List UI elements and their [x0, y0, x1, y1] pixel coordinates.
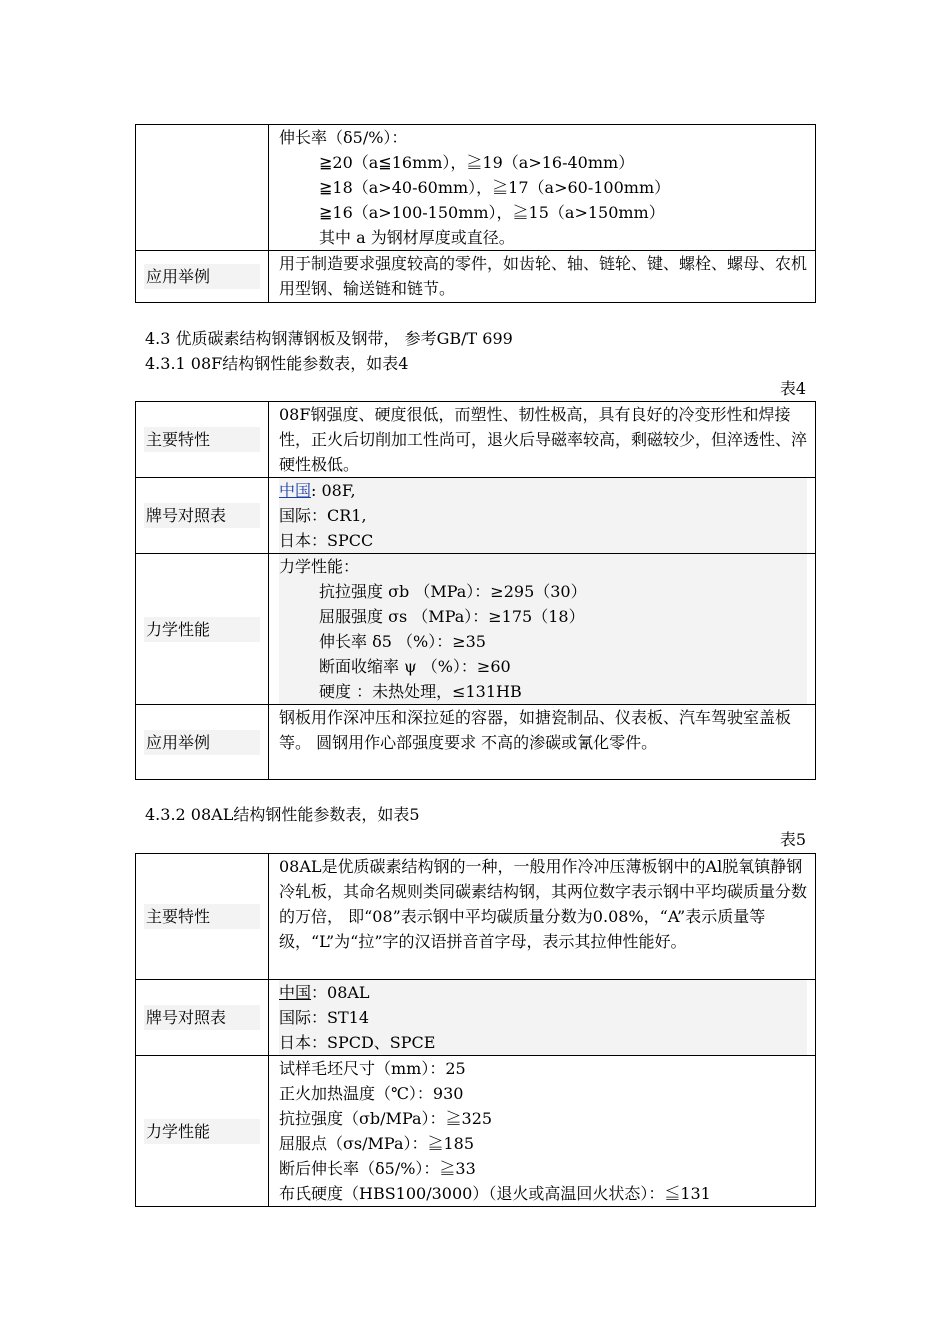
continued-table [135, 124, 816, 303]
grade-china [279, 980, 807, 1005]
main-properties-label-cell [136, 854, 269, 980]
main-properties-text: 08AL是优质碳素结构钢的一种，一般用作冷冲压薄板钢中的Al脱氧镇静钢冷轧板，其命名规则类同碳素结构钢，其两位数字表示钢中平均碳质量分数的万倍， 即“08”表示钢中平均碳质量分数为0.08%，“A”表示质量等级，“L”为“拉”字的汉语拼音首字母，表示其拉伸性能好。 [279, 857, 808, 951]
mechanical-line: 布氏硬度（HBS100/3000）（退火或高温回火状态）：≦131 [279, 1184, 711, 1203]
mechanical-line: 屈服强度 σs （MPa）：≥175（18） [279, 604, 807, 629]
main-properties-cell [269, 402, 816, 478]
application-label-cell [136, 705, 269, 780]
mechanical-cell [269, 554, 816, 705]
mechanical-cell [269, 1056, 816, 1207]
mechanical-line: 断面收缩率 ψ （%）：≥60 [279, 654, 807, 679]
elongation-line: ≧20（a≦16mm），≧19（a>16-40mm） [319, 153, 635, 172]
elongation-note: 其中 a 为钢材厚度或直径。 [319, 228, 515, 247]
mechanical-line: 抗拉强度 σb （MPa）：≥295（30） [279, 579, 807, 604]
application-text: 用于制造要求强度较高的零件，如齿轮、轴、链轮、键、螺栓、螺母、农机用型钢、输送链和链节。 [279, 254, 808, 298]
grade-international: 国际：ST14 [279, 1005, 807, 1030]
application-text: 钢板用作深冲压和深拉延的容器，如搪瓷制品、仪表板、汽车驾驶室盖板等。 圆钢用作心部强度要求 不高的渗碳或氰化零件。 [279, 708, 792, 752]
mechanical-line: 抗拉强度（σb/MPa）：≧325 [279, 1109, 493, 1128]
application-label: 应用举例 [144, 730, 260, 755]
section-heading-4-3: 4.3 优质碳素结构钢薄钢板及钢带， 参考GB/T 699 [145, 329, 513, 348]
elongation-line: ≧16（a>100-150mm），≧15（a>150mm） [319, 203, 665, 222]
grade-china-value: ：08AL [311, 983, 370, 1002]
grade-comparison-cell [269, 478, 816, 554]
china-link[interactable]: 中国 [279, 481, 312, 500]
application-cell [269, 251, 816, 303]
grade-international: 国际：CR1, [279, 503, 807, 528]
grade-comparison-cell [269, 980, 816, 1056]
mechanical-label-cell [136, 1056, 269, 1207]
grade-comparison-label-cell [136, 980, 269, 1056]
elongation-line: ≧18（a>40-60mm），≧17（a>60-100mm） [319, 178, 671, 197]
grade-japan: 日本：SPCC [279, 528, 807, 553]
mechanical-label-cell [136, 554, 269, 705]
mechanical-line: 硬度 ：未热处理，≤131HB [279, 679, 807, 704]
application-cell [269, 705, 816, 780]
elongation-title: 伸长率（δ5/%）： [279, 128, 408, 147]
grade-comparison-label-cell [136, 478, 269, 554]
main-properties-label: 主要特性 [144, 904, 260, 929]
main-properties-label-cell [136, 402, 269, 478]
china-link[interactable]: 中国 [279, 983, 312, 1002]
grade-japan: 日本：SPCD、SPCE [279, 1030, 807, 1055]
mechanical-line: 试样毛坯尺寸（mm）：25 [279, 1059, 466, 1078]
mechanical-line: 伸长率 δ5 （%）：≥35 [279, 629, 807, 654]
mechanical-title: 力学性能： [279, 554, 807, 579]
table-caption-4: 表4 [779, 379, 806, 398]
grade-china [279, 478, 807, 503]
mechanical-label: 力学性能 [144, 617, 260, 642]
grade-comparison-label: 牌号对照表 [144, 1005, 260, 1030]
main-properties-text: 08F钢强度、硬度很低，而塑性、韧性极高，具有良好的冷变形性和焊接性，正火后切削加工性尚可，退火后导磁率较高，剩磁较少，但淬透性、淬硬性极低。 [279, 405, 808, 474]
mechanical-line: 屈服点（σs/MPa）：≧185 [279, 1134, 475, 1153]
application-label: 应用举例 [144, 264, 260, 289]
empty-label-cell [136, 125, 269, 251]
elongation-cell [269, 125, 816, 251]
table-caption-5: 表5 [779, 830, 806, 849]
section-heading-4-3-1: 4.3.1 08F结构钢性能参数表，如表4 [145, 354, 409, 373]
mechanical-label: 力学性能 [144, 1119, 260, 1144]
application-label-cell [136, 251, 269, 303]
grade-comparison-label: 牌号对照表 [144, 503, 260, 528]
mechanical-line: 正火加热温度（℃）：930 [279, 1084, 464, 1103]
section-heading-4-3-2: 4.3.2 08AL结构钢性能参数表，如表5 [145, 805, 420, 824]
mechanical-line: 断后伸长率（δ5/%）：≧33 [279, 1159, 476, 1178]
table-5-08al [135, 853, 816, 1207]
table-4-08f [135, 401, 816, 780]
main-properties-label: 主要特性 [144, 427, 260, 452]
main-properties-cell [269, 854, 816, 980]
grade-china-value: : 08F, [311, 481, 356, 500]
